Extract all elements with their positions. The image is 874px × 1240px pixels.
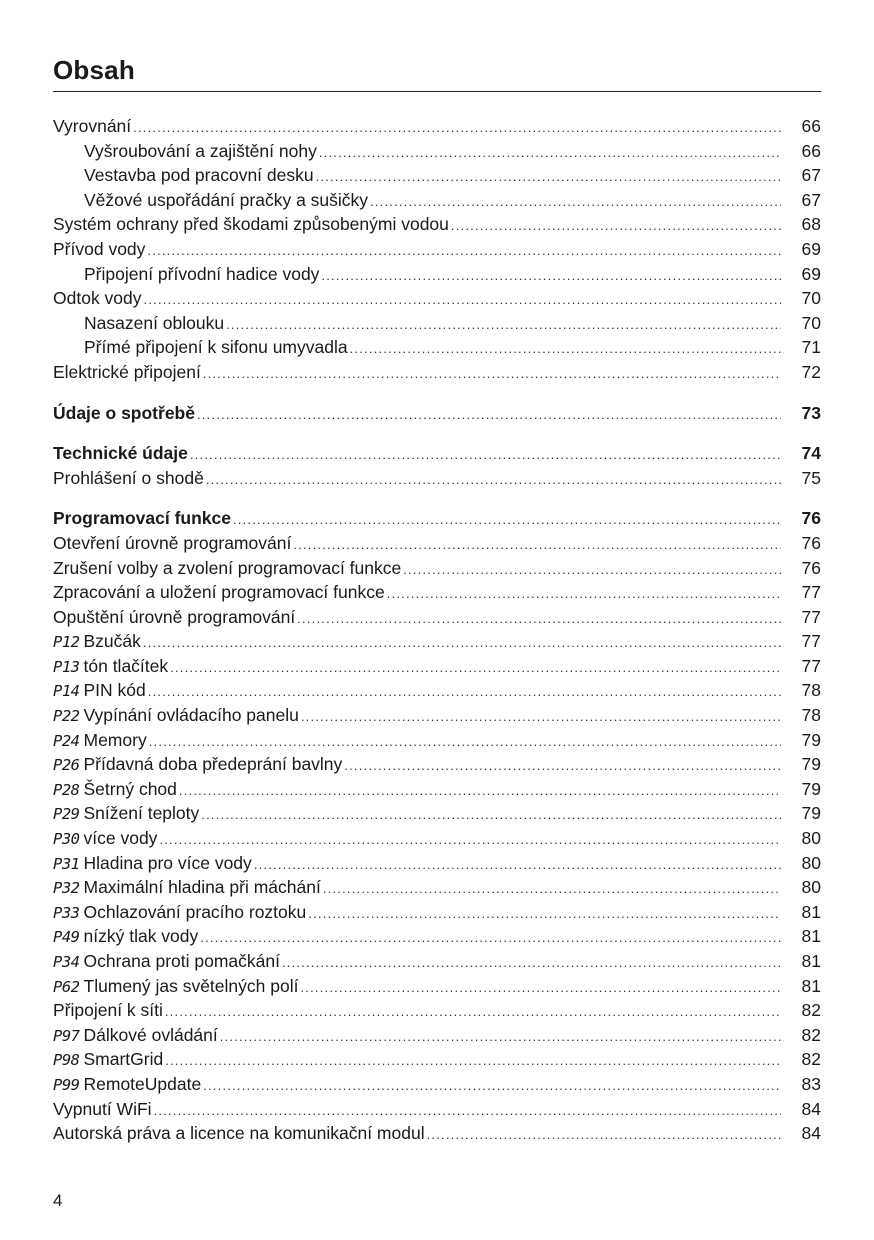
toc-entry-text: Bzučák (83, 631, 141, 652)
toc-entry-text: více vody (83, 828, 158, 849)
toc-entry[interactable] (53, 974, 821, 999)
toc-entry-page: 81 (801, 901, 821, 922)
table-of-contents (53, 114, 821, 1146)
toc-entry-page: 78 (801, 680, 821, 701)
toc-entry-label (53, 900, 306, 926)
toc-entry-text: Připojení přívodní hadice vody (84, 263, 320, 284)
dot-leader (170, 656, 781, 681)
dot-leader (301, 705, 781, 730)
toc-entry-text: Snížení teploty (83, 803, 200, 824)
toc-entry-text: Ochrana proti pomačkání (83, 951, 280, 971)
toc-entry-label (53, 311, 224, 336)
toc-entry-text: Přídavná doba předeprání bavlny (83, 754, 343, 775)
dot-leader (387, 582, 781, 607)
toc-entry-text: Šetrný chod (83, 778, 177, 799)
toc-entry[interactable] (53, 335, 821, 360)
toc-entry[interactable] (53, 441, 821, 466)
toc-entry-label (53, 188, 368, 213)
toc-entry[interactable] (53, 801, 821, 826)
toc-entry-text: RemoteUpdate (83, 1073, 202, 1094)
toc-entry-label (53, 875, 321, 901)
program-code: P30 (53, 830, 80, 849)
program-code: P33 (53, 903, 80, 922)
program-code: P31 (53, 854, 80, 873)
toc-entry-label (53, 441, 188, 466)
program-code: P24 (53, 731, 80, 750)
toc-entry-label (53, 728, 147, 754)
toc-entry[interactable] (53, 1047, 821, 1072)
toc-entry-text: Systém ochrany před škodami způsobenými vodou (53, 214, 449, 235)
toc-entry-text: Vyšroubování a zajištění nohy (84, 140, 317, 161)
dot-leader (154, 1099, 781, 1124)
dot-leader (165, 1049, 781, 1074)
dot-leader (233, 508, 781, 533)
toc-entry-page: 84 (801, 1098, 821, 1119)
program-code: P99 (53, 1075, 80, 1094)
toc-entry-label (53, 556, 401, 581)
toc-entry-page: 79 (801, 729, 821, 750)
toc-entry-text: Vestavba pod pracovní desku (84, 165, 314, 186)
toc-entry-page: 76 (801, 557, 821, 578)
toc-entry-text: Údaje o spotřebě (53, 402, 195, 423)
toc-entry-label (53, 580, 385, 605)
toc-entry-label (53, 1121, 425, 1146)
dot-leader (370, 190, 781, 215)
toc-entry[interactable] (53, 237, 821, 262)
toc-entry-page: 83 (801, 1073, 821, 1094)
toc-entry-label (53, 286, 142, 311)
toc-entry[interactable] (53, 506, 821, 531)
toc-entry[interactable] (53, 1121, 821, 1146)
toc-entry-label (53, 629, 141, 655)
toc-entry-label (53, 139, 317, 164)
toc-entry-label (53, 335, 348, 360)
toc-entry-label (53, 466, 204, 491)
dot-leader (147, 239, 781, 264)
toc-entry-page: 76 (801, 532, 821, 553)
toc-entry-page: 77 (801, 655, 821, 676)
dot-leader (297, 607, 781, 632)
toc-entry[interactable] (53, 605, 821, 630)
toc-entry-text: Dálkové ovládání (83, 1024, 218, 1045)
toc-entry-page: 84 (801, 1123, 821, 1144)
title-divider (53, 91, 821, 92)
toc-entry[interactable] (53, 826, 821, 851)
toc-entry-label (53, 605, 295, 630)
program-code: P14 (53, 682, 80, 701)
program-code: P62 (53, 977, 80, 996)
dot-leader (282, 951, 781, 976)
toc-entry[interactable] (53, 1072, 821, 1097)
toc-entry-page: 80 (801, 877, 821, 898)
toc-entry-text: Vypínání ovládacího panelu (83, 705, 299, 726)
dot-leader (316, 165, 781, 190)
toc-entry-text: tón tlačítek (83, 655, 169, 676)
dot-leader (203, 362, 781, 387)
dot-leader (179, 779, 781, 804)
toc-entry-page: 77 (801, 582, 821, 603)
toc-entry-text: Vypnutí WiFi (53, 1098, 152, 1119)
program-code: P22 (53, 707, 80, 726)
toc-entry-page: 81 (801, 926, 821, 947)
program-code: P32 (53, 879, 80, 898)
toc-entry-text: Odtok vody (53, 288, 142, 309)
toc-entry[interactable] (53, 924, 821, 949)
toc-entry-label (53, 777, 177, 803)
toc-entry-page: 74 (801, 443, 821, 464)
dot-leader (203, 1074, 781, 1099)
toc-entry[interactable] (53, 163, 821, 188)
toc-entry-text: Autorská práva a licence na komunikační modul (53, 1123, 425, 1144)
toc-entry[interactable] (53, 139, 821, 164)
toc-entry-text: Zrušení volby a zvolení programovací funkce (53, 557, 402, 578)
dot-leader (190, 443, 781, 468)
toc-entry-label (53, 262, 319, 287)
toc-entry-page: 73 (801, 402, 821, 423)
toc-entry-page: 76 (801, 508, 821, 529)
toc-entry-page: 81 (801, 975, 821, 996)
toc-entry[interactable] (53, 556, 821, 581)
toc-entry-label (53, 851, 252, 877)
program-code: P34 (53, 953, 80, 971)
toc-entry-label (53, 654, 168, 680)
dot-leader (451, 214, 781, 239)
toc-entry-page: 79 (801, 754, 821, 775)
toc-entry-text: Hladina pro více vody (83, 852, 252, 873)
toc-entry-label (53, 974, 298, 1000)
dot-leader (197, 403, 781, 428)
toc-entry-text: Maximální hladina při máchání (83, 877, 321, 898)
toc-entry-text: Nasazení oblouku (84, 312, 225, 333)
toc-entry[interactable] (53, 900, 821, 925)
dot-leader (300, 976, 781, 1001)
toc-entry-label (53, 826, 157, 852)
dot-leader (200, 926, 781, 951)
toc-entry-page: 72 (801, 361, 821, 382)
toc-entry[interactable] (53, 678, 821, 703)
toc-entry[interactable] (53, 728, 821, 753)
toc-entry[interactable] (53, 531, 821, 556)
toc-entry-label (53, 360, 201, 385)
toc-entry-label (53, 506, 231, 531)
toc-entry-page: 80 (801, 828, 821, 849)
dot-leader (148, 680, 781, 705)
toc-entry-page: 66 (801, 116, 821, 136)
toc-entry-text: SmartGrid (83, 1049, 164, 1070)
dot-leader (149, 730, 781, 755)
dot-leader (308, 902, 781, 927)
toc-entry[interactable] (53, 752, 821, 777)
toc-entry-page: 71 (801, 337, 821, 358)
dot-leader (206, 468, 781, 493)
toc-entry[interactable] (53, 188, 821, 213)
toc-entry[interactable] (53, 262, 821, 287)
program-code: P97 (53, 1026, 80, 1045)
toc-entry-page: 70 (801, 288, 821, 309)
toc-entry-label (53, 401, 195, 426)
toc-entry[interactable] (53, 466, 821, 491)
toc-entry[interactable] (53, 851, 821, 876)
toc-entry-label (53, 924, 198, 950)
dot-leader (427, 1123, 781, 1148)
toc-entry-text: Otevření úrovně programování (53, 532, 292, 553)
toc-entry[interactable] (53, 703, 821, 728)
dot-leader (201, 803, 781, 828)
dot-leader (403, 558, 781, 583)
toc-entry-label (53, 531, 291, 556)
toc-entry-label (53, 949, 280, 975)
dot-leader (133, 116, 781, 141)
dot-leader (319, 141, 781, 166)
dot-leader (323, 877, 781, 902)
toc-entry-label (53, 1023, 218, 1049)
dot-leader (165, 1000, 781, 1025)
toc-entry-label (53, 752, 342, 778)
toc-entry-text: PIN kód (83, 680, 146, 701)
toc-entry-label (53, 1047, 163, 1073)
toc-entry[interactable] (53, 212, 821, 237)
toc-entry-label (53, 212, 449, 237)
toc-entry-text: Memory (83, 729, 147, 750)
dot-leader (254, 853, 781, 878)
toc-entry-page: 75 (801, 467, 821, 488)
toc-entry-page: 77 (801, 606, 821, 627)
toc-entry[interactable] (53, 629, 821, 654)
program-code: P29 (53, 805, 80, 824)
toc-entry[interactable] (53, 311, 821, 336)
toc-entry-text: Zpracování a uložení programovací funkce (53, 582, 385, 603)
dot-leader (350, 337, 781, 362)
toc-entry-text: Přívod vody (53, 238, 146, 259)
toc-entry-page: 79 (801, 778, 821, 799)
toc-entry-page: 69 (801, 263, 821, 284)
toc-entry[interactable] (53, 580, 821, 605)
dot-leader (143, 631, 781, 656)
toc-entry-text: Elektrické připojení (53, 361, 201, 382)
toc-entry[interactable] (53, 875, 821, 900)
toc-entry-text: Přímé připojení k sifonu umyvadla (84, 337, 348, 358)
toc-entry-page: 80 (801, 852, 821, 873)
toc-entry[interactable] (53, 949, 821, 974)
dot-leader (321, 264, 781, 289)
toc-entry-label (53, 114, 131, 139)
toc-entry-text: Opuštění úrovně programování (53, 606, 296, 627)
toc-entry[interactable] (53, 1023, 821, 1048)
toc-entry-label (53, 998, 163, 1023)
dot-leader (293, 533, 781, 558)
dot-leader (344, 754, 781, 779)
toc-entry-page: 78 (801, 705, 821, 726)
toc-entry-page: 70 (801, 312, 821, 333)
toc-entry[interactable] (53, 654, 821, 679)
toc-entry[interactable] (53, 114, 821, 139)
toc-entry[interactable] (53, 1097, 821, 1122)
dot-leader (226, 313, 781, 338)
toc-entry-page: 69 (801, 238, 821, 259)
toc-entry[interactable] (53, 360, 821, 385)
toc-entry-page: 67 (801, 189, 821, 210)
toc-entry[interactable] (53, 401, 821, 426)
toc-entry-page: 82 (801, 1024, 821, 1045)
program-code: P26 (53, 756, 80, 775)
program-code: P13 (53, 657, 80, 676)
toc-entry-text: Prohlášení o shodě (53, 467, 204, 488)
toc-entry-text: nízký tlak vody (83, 926, 199, 947)
toc-entry-text: Technické údaje (53, 443, 188, 464)
toc-entry-page: 67 (801, 165, 821, 186)
toc-entry-label (53, 237, 145, 262)
dot-leader (220, 1025, 781, 1050)
toc-entry-page: 82 (801, 1049, 821, 1070)
toc-entry[interactable] (53, 286, 821, 311)
program-code: P12 (53, 633, 80, 652)
page-number: 4 (53, 1191, 63, 1210)
toc-entry-text: Vyrovnání (53, 116, 132, 136)
toc-entry-page: 68 (801, 214, 821, 235)
dot-leader (159, 828, 781, 853)
toc-entry-text: Připojení k síti (53, 1000, 163, 1021)
toc-entry-label (53, 1072, 201, 1098)
program-code: P98 (53, 1051, 80, 1070)
program-code: P49 (53, 928, 80, 947)
toc-entry-label (53, 801, 199, 827)
toc-entry-text: Ochlazování pracího roztoku (83, 901, 307, 922)
toc-entry-page: 81 (801, 951, 821, 971)
toc-entry-text: Programovací funkce (53, 508, 231, 529)
toc-entry-label (53, 703, 299, 729)
toc-entry-label (53, 678, 146, 704)
toc-entry-label (53, 163, 314, 188)
toc-entry-text: Tlumený jas světelných polí (83, 975, 299, 996)
toc-entry-page: 77 (801, 631, 821, 652)
dot-leader (144, 288, 781, 313)
toc-entry-label (53, 1097, 152, 1122)
toc-entry-page: 66 (801, 140, 821, 161)
toc-entry-text: Věžové uspořádání pračky a sušičky (84, 189, 369, 210)
toc-entry[interactable] (53, 777, 821, 802)
toc-entry-page: 79 (801, 803, 821, 824)
page-title: Obsah (53, 55, 135, 85)
toc-entry[interactable] (53, 998, 821, 1023)
toc-entry-page: 82 (801, 1000, 821, 1021)
program-code: P28 (53, 780, 80, 799)
